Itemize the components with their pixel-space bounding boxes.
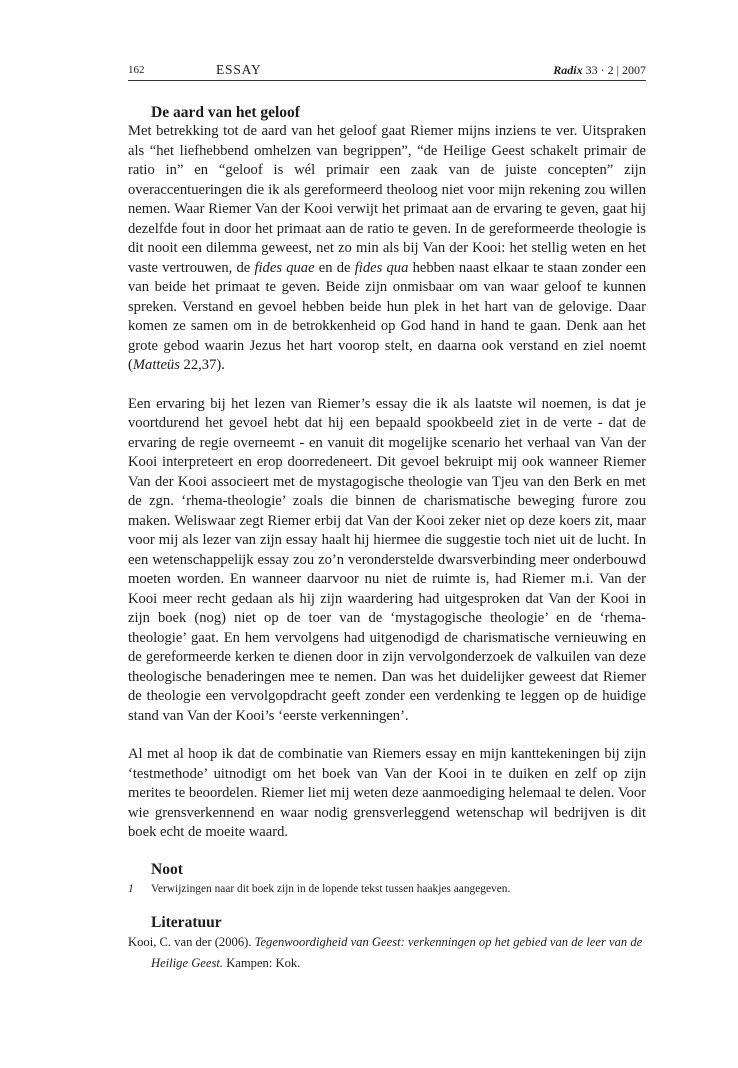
literature-heading: Literatuur	[151, 913, 222, 931]
paragraph-text: en de	[314, 259, 355, 276]
fides-quae-term: fides quae	[254, 259, 315, 276]
paragraph-text: 22,37).	[179, 357, 225, 373]
fides-qua-term: fides qua	[354, 259, 409, 276]
reference-title: Tegenwoordigheid van Geest: verkenningen op het gebied van de leer van de Heilige Geest.	[151, 934, 643, 970]
note-number: 1	[128, 882, 134, 895]
notes-heading: Noot	[151, 860, 183, 878]
section-label: ESSAY	[216, 62, 262, 77]
reference-entry	[128, 932, 646, 974]
journal-issue: 33 · 2 | 2007	[582, 63, 646, 77]
page-number: 162	[128, 64, 145, 76]
reference-publisher: Kampen: Kok.	[223, 955, 301, 970]
bible-reference: Matteüs	[132, 357, 180, 373]
paragraph-spookbeeld: Een ervaring bij het lezen van Riemer’s essay die ik als laatste wil noemen, is dat je voortdurend het gevoel hebt dat hij een bepaald spookbeeld ziet in de verte - dat de ervaring de regie overneemt - en vanuit dit mogelijke scenario het verhaal van Van der Kooi interpreteert en erop doorredeneert. Dit gevoel bekruipt mij ook wanneer Riemer Van der Kooi associeert met de mystagogische theologie van Tjeu van den Berk en met de zgn. ‘rhema-theologie’ zoals die binnen de charismatische beweging furore zou maken. Weliswaar zegt Riemer erbij dat Van der Kooi zeker niet op deze koers zit, maar voor mij als lezer van zijn essay haalt hij hiermee die suggestie toch niet uit de lucht. In een wetenschappelijk essay zou zo’n veronderstelde dwarsverbinding meer onderbouwd moeten worden. En wanneer daarvoor nu niet de ruimte is, had Riemer m.i. Van der Kooi meer recht gedaan als hij zijn waardering had uitgesproken dat Van der Kooi in zijn boek (nog) niet op de toer van de ‘mystagogische theologie’ en de ‘rhema-theologie’ gaat. En hem vervolgens had uitgenodigd de charismatische vernieuwing en de gereformeerde kerken te dienen door in zijn vervolgonderzoek de valkuilen van deze theologische benaderingen mee te nemen. Dan was het duidelijker geweest dat Riemer de theologie een vervolgopdracht geeft zonder een verdenking te leggen op de huidige stand van Van der Kooi’s ‘eerste verkenningen’.	[128, 395, 646, 724]
journal-citation	[553, 63, 646, 78]
journal-name: Radix	[553, 63, 583, 77]
header-rule	[128, 80, 646, 81]
article-body	[128, 103, 646, 974]
paragraph-text: hebben naast elkaar te staan zonder een van beide het primaat te geven. Beide zijn onmisbaar om van waar geloof te kunnen spreken. Verstand en gevoel hebben beide hun plek in het hart van de gelovige. Daar komen ze samen om in de betrokkenheid op God hand in hand te gaan. Denk aan het grote gebod waarin Jezus het hart voorop stelt, en daarna ook verstand en ziel noemt (	[128, 259, 646, 373]
note-text: Verwijzingen naar dit boek zijn in de lopende tekst tussen haakjes aangegeven.	[151, 882, 511, 895]
paragraph-aard-van-geloof	[128, 122, 646, 376]
section-heading: De aard van het geloof	[151, 104, 300, 121]
paragraph-text: Met betrekking tot de aard van het geloof gaat Riemer mijns inziens te ver. Uitspraken als “het liefhebbend omhelzen van begrippen”, “de Heilige Geest schakelt primair de ratio in” en “geloof is wél primair een zaak van de juiste concepten” zijn overaccentueringen die ik als gereformeerd theoloog niet voor mijn rekening zou willen nemen. Waar Riemer Van der Kooi verwijt het primaat aan de ervaring te geven, gaat hij dezelfde fout in door het primaat aan de ratio te geven. In de gereformeerde theologie is dit nooit een dilemma geweest, net zo min als bij Van der Kooi: het stellig weten en het vaste vertrouwen, de	[128, 123, 646, 276]
note-item	[128, 881, 646, 897]
running-header	[128, 61, 646, 79]
reference-author: Kooi, C. van der (2006).	[128, 934, 255, 949]
paragraph-conclusion: Al met al hoop ik dat de combinatie van Riemers essay en mijn kanttekeningen bij zijn ‘testmethode’ uitnodigt om het boek van Van der Kooi in te duiken en zelf op zijn merites te beoordelen. Riemer liet mij weten deze aanmoediging helemaal te delen. Voor wie grensverkennend en waar nodig grensverleggend wetenschap wil bedrijven is dit boek echt de moeite waard.	[128, 746, 646, 840]
